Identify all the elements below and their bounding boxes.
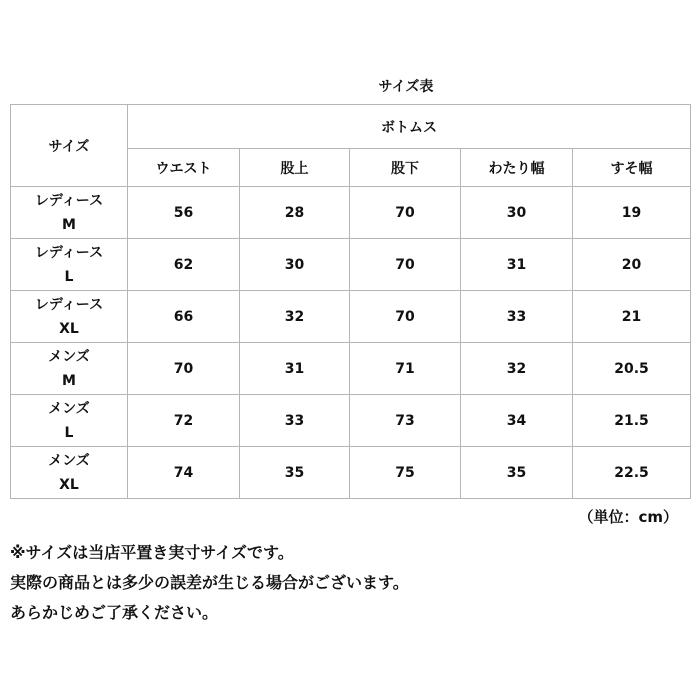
note-line: あらかじめご了承ください。 (10, 603, 219, 622)
table-cell: 31 (240, 343, 350, 395)
row-label-cell (11, 343, 128, 395)
column-header: 股上 (240, 149, 350, 187)
row-label-cell (11, 291, 128, 343)
row-label-line1: メンズ (48, 348, 90, 365)
table-cell: 70 (350, 239, 461, 291)
table-row (11, 343, 691, 395)
column-header: すそ幅 (573, 149, 691, 187)
table-cell: 33 (240, 395, 350, 447)
table-cell: 73 (350, 395, 461, 447)
notes (10, 538, 409, 628)
column-header: わたり幅 (461, 149, 573, 187)
unit-label: （単位：cm） (578, 508, 678, 526)
table-row (11, 187, 691, 239)
row-label-cell (11, 395, 128, 447)
column-header: 股下 (350, 149, 461, 187)
row-label-line2: XL (59, 320, 79, 337)
group-header-cell: ボトムス (128, 105, 691, 149)
table-title: サイズ表 (378, 79, 434, 95)
row-label-line1: レディース (34, 296, 104, 313)
table-cell: 28 (240, 187, 350, 239)
row-label-line1: メンズ (48, 452, 90, 469)
table-cell: 22.5 (573, 447, 691, 499)
row-label-line1: レディース (34, 192, 104, 209)
table-cell: 56 (128, 187, 240, 239)
table-cell: 19 (573, 187, 691, 239)
table-cell: 74 (128, 447, 240, 499)
row-label-line2: XL (59, 476, 79, 493)
table-cell: 70 (350, 291, 461, 343)
row-label-line2: M (62, 372, 76, 389)
table-row (11, 239, 691, 291)
table-cell: 66 (128, 291, 240, 343)
table-cell: 20.5 (573, 343, 691, 395)
table-cell: 32 (461, 343, 573, 395)
table-cell: 71 (350, 343, 461, 395)
row-label-cell (11, 187, 128, 239)
table-cell: 30 (461, 187, 573, 239)
row-label-line2: L (64, 268, 74, 285)
table-cell: 31 (461, 239, 573, 291)
table-cell: 30 (240, 239, 350, 291)
row-label-cell (11, 239, 128, 291)
size-table (10, 104, 691, 499)
table-cell: 32 (240, 291, 350, 343)
size-header-cell: サイズ (11, 105, 128, 187)
table-cell: 21.5 (573, 395, 691, 447)
row-label-line2: M (62, 216, 76, 233)
note-line: 実際の商品とは多少の誤差が生じる場合がございます。 (10, 573, 409, 592)
table-cell: 75 (350, 447, 461, 499)
table-cell: 70 (128, 343, 240, 395)
table-row (11, 395, 691, 447)
table-row (11, 291, 691, 343)
table-cell: 70 (350, 187, 461, 239)
table-cell: 33 (461, 291, 573, 343)
table-row (11, 447, 691, 499)
table-cell: 34 (461, 395, 573, 447)
row-label-line2: L (64, 424, 74, 441)
table-cell: 62 (128, 239, 240, 291)
table-cell: 72 (128, 395, 240, 447)
note-line: ※サイズは当店平置き実寸サイズです。 (10, 543, 294, 562)
table-cell: 35 (461, 447, 573, 499)
row-label-line1: メンズ (48, 400, 90, 417)
table-cell: 20 (573, 239, 691, 291)
table-cell: 21 (573, 291, 691, 343)
table-cell: 35 (240, 447, 350, 499)
row-label-cell (11, 447, 128, 499)
column-header: ウエスト (128, 149, 240, 187)
row-label-line1: レディース (34, 244, 104, 261)
